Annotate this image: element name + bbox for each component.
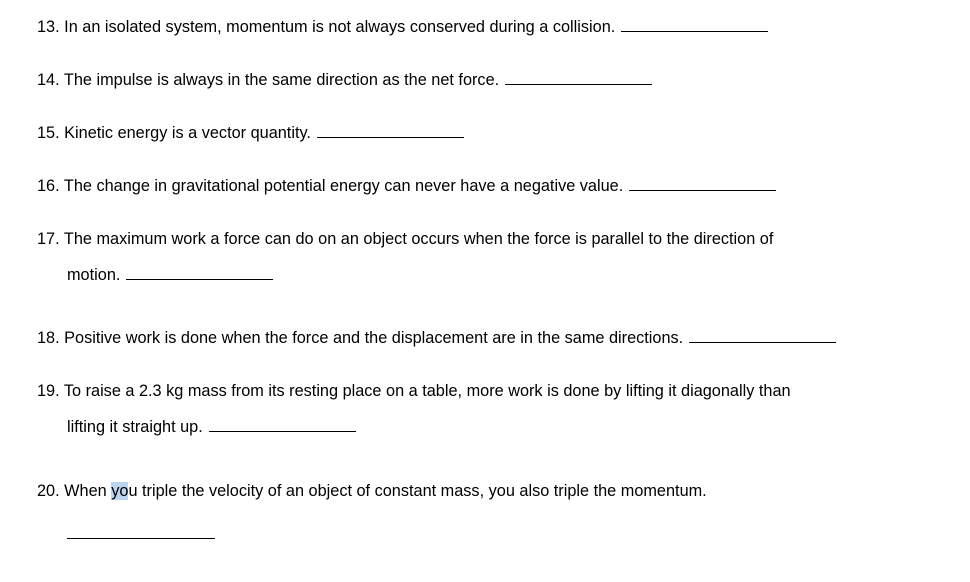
question-16 (37, 176, 776, 196)
answer-blank[interactable] (126, 265, 273, 280)
question-number: 20. (37, 482, 60, 500)
question-13 (37, 17, 768, 37)
question-number: 16. (37, 177, 60, 195)
question-text: The maximum work a force can do on an object occurs when the force is parallel to the direction of (63, 230, 774, 248)
question-15 (37, 123, 464, 143)
answer-blank[interactable] (505, 70, 652, 85)
text-selection: yo (111, 482, 129, 500)
question-number: 17. (37, 230, 60, 248)
question-text-continued: lifting it straight up. (67, 418, 203, 436)
question-17 (37, 229, 773, 249)
question-19-continuation (67, 417, 356, 437)
answer-blank[interactable] (67, 538, 215, 539)
question-text-end: u triple the velocity of an object of constant mass, you also triple the momentum. (128, 482, 707, 500)
question-number: 14. (37, 71, 60, 89)
question-number: 18. (37, 329, 60, 347)
question-text: To raise a 2.3 kg mass from its resting place on a table, more work is done by lifting it diagonally than (63, 382, 791, 400)
answer-blank[interactable] (629, 176, 776, 191)
answer-blank[interactable] (209, 417, 356, 432)
answer-blank[interactable] (689, 328, 836, 343)
question-20 (37, 481, 707, 501)
answer-blank[interactable] (621, 17, 768, 32)
question-text: The change in gravitational potential energy can never have a negative value. (63, 177, 624, 195)
question-text: In an isolated system, momentum is not always conserved during a collision. (64, 18, 616, 36)
question-text-continued: motion. (67, 266, 121, 284)
question-18 (37, 328, 836, 348)
question-14 (37, 70, 652, 90)
question-number: 19. (37, 382, 60, 400)
question-number: 15. (37, 124, 60, 142)
answer-blank[interactable] (317, 123, 464, 138)
question-number: 13. (37, 18, 60, 36)
question-text: Positive work is done when the force and the displacement are in the same directions. (64, 329, 684, 347)
question-17-continuation (67, 265, 273, 285)
question-text: Kinetic energy is a vector quantity. (64, 124, 311, 142)
question-text-start: When (64, 482, 112, 500)
question-19 (37, 381, 791, 401)
question-text: The impulse is always in the same direction as the net force. (63, 71, 500, 89)
